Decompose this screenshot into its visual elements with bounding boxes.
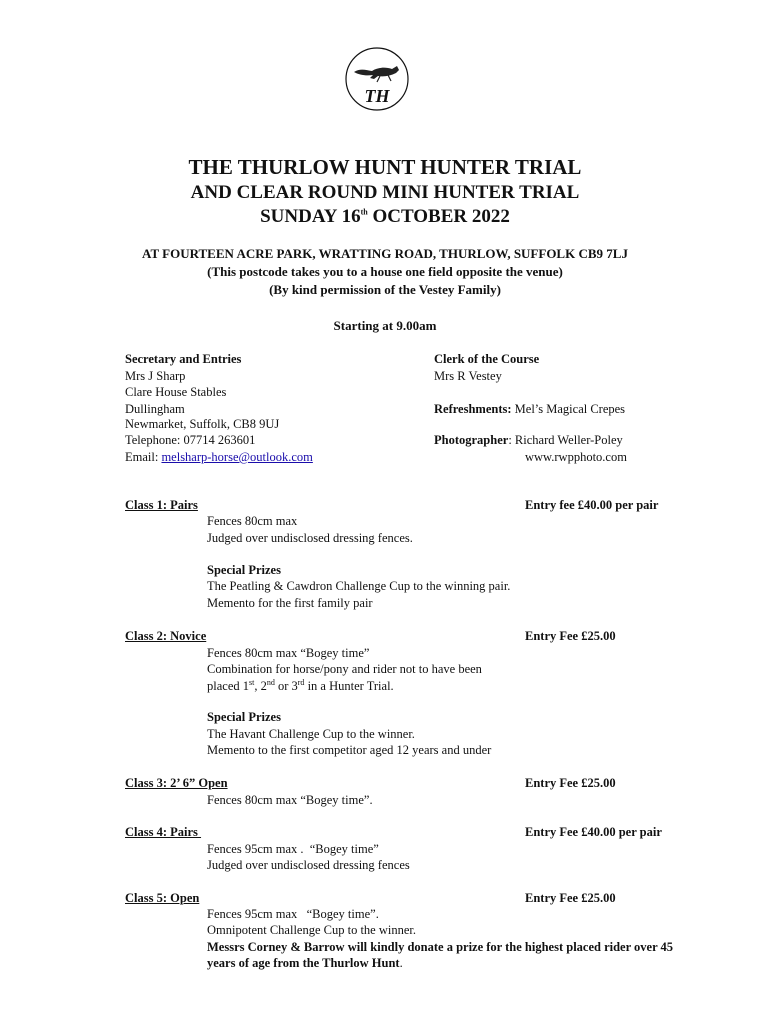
class-2-prize-1: The Havant Challenge Cup to the winner. [207, 727, 415, 741]
venue-address: AT FOURTEEN ACRE PARK, WRATTING ROAD, THURLOW, SUFFOLK CB9 7LJ [142, 246, 628, 261]
class-2-title: Class 2: Novice [125, 629, 207, 643]
clerk-name: Mrs R Vestey [434, 369, 502, 383]
class-4-title: Class 4: Pairs [125, 825, 202, 839]
venue-note-postcode: (This postcode takes you to a house one field opposite the venue) [207, 264, 563, 279]
class-5-line-3: Messrs Corney & Barrow will kindly donate a prize for the highest placed rider over 45 [207, 940, 674, 954]
class-2-prize-2: Memento to the first competitor aged 12 years and under [207, 743, 492, 757]
class-3-title: Class 3: 2’ 6” Open [125, 776, 228, 790]
thurlow-hunt-logo [344, 46, 410, 112]
class-2-fee: Entry Fee £25.00 [525, 629, 616, 643]
class-5-line-4: years of age from the Thurlow Hunt. [207, 956, 403, 970]
venue-note-permission: (By kind permission of the Vestey Family) [269, 282, 501, 297]
class-5-title: Class 5: Open [125, 891, 200, 905]
secretary-email: Email: melsharp-horse@outlook.com [125, 450, 313, 464]
clerk-heading: Clerk of the Course [434, 352, 540, 366]
class-1-line-2: Judged over undisclosed dressing fences. [207, 531, 413, 545]
class-2-prizes-heading: Special Prizes [207, 710, 281, 724]
title-date: SUNDAY 16th OCTOBER 2022 [260, 206, 510, 227]
class-1-title: Class 1: Pairs [125, 498, 198, 512]
photographer: Photographer: Richard Weller-Poley [434, 433, 623, 447]
title-line-2: AND CLEAR ROUND MINI HUNTER TRIAL [190, 182, 580, 203]
class-4-line-2: Judged over undisclosed dressing fences [207, 858, 410, 872]
class-5-line-2: Omnipotent Challenge Cup to the winner. [207, 923, 416, 937]
class-2-line-2: Combination for horse/pony and rider not to have been [207, 662, 482, 676]
class-1-prize-1: The Peatling & Cawdron Challenge Cup to the winning pair. [207, 579, 511, 593]
email-link[interactable]: melsharp-horse@outlook.com [161, 450, 313, 464]
class-1-prizes-heading: Special Prizes [207, 563, 281, 577]
class-1-line-1: Fences 80cm max [207, 514, 298, 528]
secretary-address-2: Dullingham [125, 402, 185, 416]
secretary-phone: Telephone: 07714 263601 [125, 433, 256, 447]
title-line-1: THE THURLOW HUNT HUNTER TRIAL [188, 155, 582, 179]
class-3-fee: Entry Fee £25.00 [525, 776, 616, 790]
start-time: Starting at 9.00am [333, 318, 437, 333]
class-1-fee: Entry fee £40.00 per pair [525, 498, 659, 512]
logo-initials: TH [364, 86, 390, 106]
photographer-website: www.rwpphoto.com [525, 450, 627, 464]
class-5-line-1: Fences 95cm max “Bogey time”. [207, 907, 379, 921]
class-2-line-1: Fences 80cm max “Bogey time” [207, 646, 370, 660]
class-4-fee: Entry Fee £40.00 per pair [525, 825, 662, 839]
secretary-address-3: Newmarket, Suffolk, CB8 9UJ [125, 417, 280, 431]
class-3-line-1: Fences 80cm max “Bogey time”. [207, 793, 373, 807]
secretary-name: Mrs J Sharp [125, 369, 186, 383]
fox-crest-icon [354, 66, 399, 82]
secretary-heading: Secretary and Entries [125, 352, 242, 366]
secretary-address-1: Clare House Stables [125, 385, 227, 399]
class-5-fee: Entry Fee £25.00 [525, 891, 616, 905]
class-2-line-3: placed 1st, 2nd or 3rd in a Hunter Trial. [207, 677, 394, 693]
refreshments: Refreshments: Mel’s Magical Crepes [434, 402, 626, 416]
class-4-line-1: Fences 95cm max . “Bogey time” [207, 842, 379, 856]
class-1-prize-2: Memento for the first family pair [207, 596, 373, 610]
